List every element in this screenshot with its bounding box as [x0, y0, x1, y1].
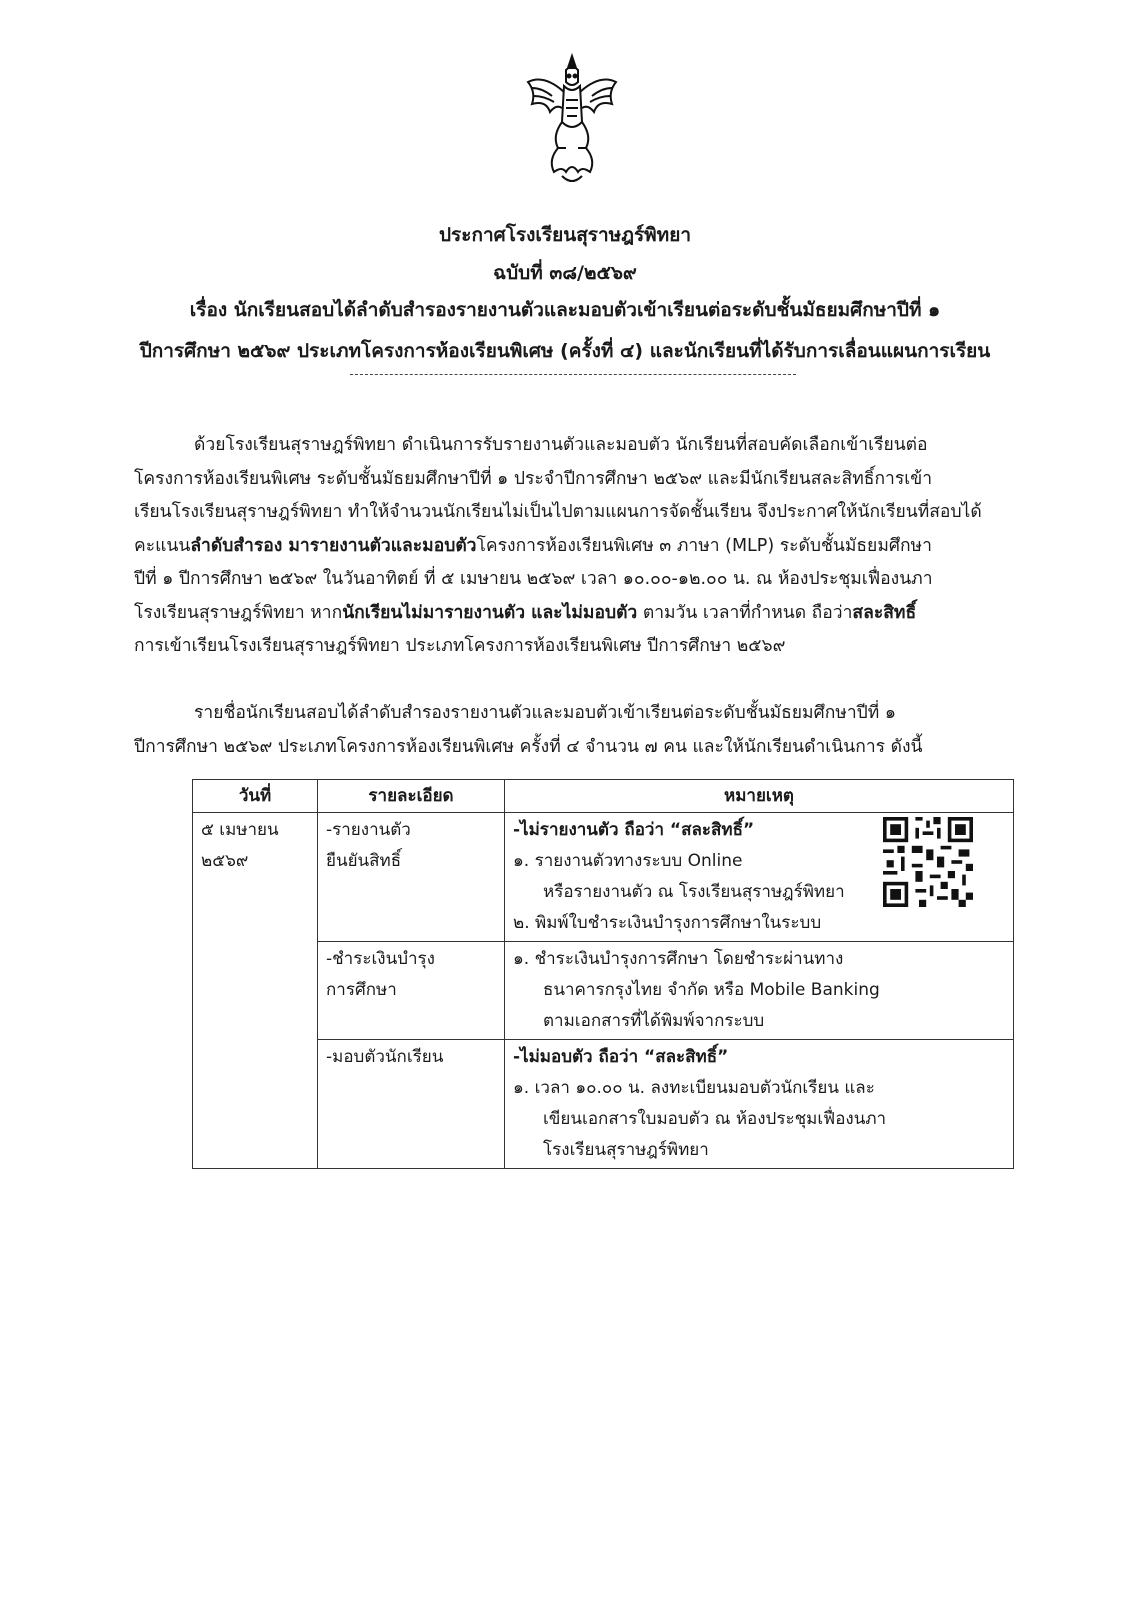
instructions-table: [192, 779, 1014, 1169]
p1-line-4: คะแนนลำดับสำรอง มารายงานตัวและมอบตัวโครงการห้องเรียนพิเศษ ๓ ภาษา (MLP) ระดับชั้นมัธยมศึกษา: [134, 535, 932, 556]
p1-line-7: การเข้าเรียนโรงเรียนสุราษฎร์พิทยา ประเภทโครงการห้องเรียนพิเศษ ปีการศึกษา ๒๕๖๙: [134, 636, 786, 656]
header-date: วันที่: [193, 780, 318, 813]
p1-line-1: ด้วยโรงเรียนสุราษฎร์พิทยา ดำเนินการรับรายงานตัวและมอบตัว นักเรียนที่สอบคัดเลือกเข้าเรียนต่อ: [194, 435, 928, 455]
p1-line-3: เรียนโรงเรียนสุราษฎร์พิทยา ทำให้จำนวนนักเรียนไม่เป็นไปตามแผนการจัดชั้นเรียน จึงประกาศให้นักเรียนที่สอบได้: [134, 502, 982, 522]
body-paragraph-1: [134, 429, 1022, 664]
detail-cell: -ชำระเงินบำรุง การศึกษา: [318, 942, 505, 1040]
announcement-number: ฉบับที่ ๓๘/๒๕๖๙: [493, 262, 637, 284]
garuda-emblem-icon: [522, 52, 622, 192]
separator-line: [350, 374, 796, 375]
note-cell: ๑. ชำระเงินบำรุงการศึกษา โดยชำระผ่านทาง ธนาคารกรุงไทย จำกัด หรือ Mobile Banking ตามเอกสารที่ได้พิมพ์จากระบบ: [505, 942, 1014, 1040]
p2-line-2: ปีการศึกษา ๒๕๖๙ ประเภทโครงการห้องเรียนพิเศษ ครั้งที่ ๔ จำนวน ๗ คน และให้นักเรียนดำเนินการ ดังนี้: [134, 736, 923, 757]
header-detail: รายละเอียด: [318, 780, 505, 813]
subject-line-1: เรื่อง นักเรียนสอบได้ลำดับสำรองรายงานตัวและมอบตัวเข้าเรียนต่อระดับชั้นมัธยมศึกษาปีที่ ๑: [189, 299, 941, 321]
p2-line-1: รายชื่อนักเรียนสอบได้ลำดับสำรองรายงานตัวและมอบตัวเข้าเรียนต่อระดับชั้นมัธยมศึกษาปีที่ ๑: [194, 703, 896, 723]
p1-line-6: โรงเรียนสุราษฎร์พิทยา หากนักเรียนไม่มารายงานตัว และไม่มอบตัว ตามวัน เวลาที่กำหนด ถือว่าสละสิทธิ์: [134, 602, 917, 623]
p1-line-2: โครงการห้องเรียนพิเศษ ระดับชั้นมัธยมศึกษาปีที่ ๑ ประจำปีการศึกษา ๒๕๖๙ และมีนักเรียนสละสิทธิ์การเข้า: [134, 468, 933, 489]
table-row: [193, 813, 1014, 942]
header-note: หมายเหตุ: [505, 780, 1014, 813]
date-cell: ๕ เมษายน ๒๕๖๙: [193, 813, 318, 1169]
subject-line-2: ปีการศึกษา ๒๕๖๙ ประเภทโครงการห้องเรียนพิเศษ (ครั้งที่ ๔) และนักเรียนที่ได้รับการเลื่อนแผนการเรียน: [139, 340, 991, 362]
note-cell: -ไม่รายงานตัว ถือว่า “สละสิทธิ์” ๑. รายงานตัวทางระบบ Online หรือรายงานตัว ณ โรงเรียนสุราษฎร์พิทยา ๒. พิมพ์ใบชำระเงินบำรุงการศึกษาในระบบ: [505, 813, 1014, 942]
detail-cell: -รายงานตัว ยืนยันสิทธิ์: [318, 813, 505, 942]
p1-line-5: ปีที่ ๑ ปีการศึกษา ๒๕๖๙ ในวันอาทิตย์ ที่ ๕ เมษายน ๒๕๖๙ เวลา ๑๐.๐๐-๑๒.๐๐ น. ณ ห้องประชุมเฟื่องนภา: [134, 569, 933, 589]
table-header-row: [193, 780, 1014, 813]
announcement-title: ประกาศโรงเรียนสุราษฎร์พิทยา: [438, 224, 692, 246]
note-cell: -ไม่มอบตัว ถือว่า “สละสิทธิ์” ๑. เวลา ๑๐.๐๐ น. ลงทะเบียนมอบตัวนักเรียน และ เขียนเอกสารใบมอบตัว ณ ห้องประชุมเฟื่องนภา โรงเรียนสุราษฎร์พิทยา: [505, 1040, 1014, 1169]
detail-cell: -มอบตัวนักเรียน: [318, 1040, 505, 1169]
body-paragraph-2: [134, 697, 1022, 764]
qr-code-icon[interactable]: [883, 817, 973, 907]
